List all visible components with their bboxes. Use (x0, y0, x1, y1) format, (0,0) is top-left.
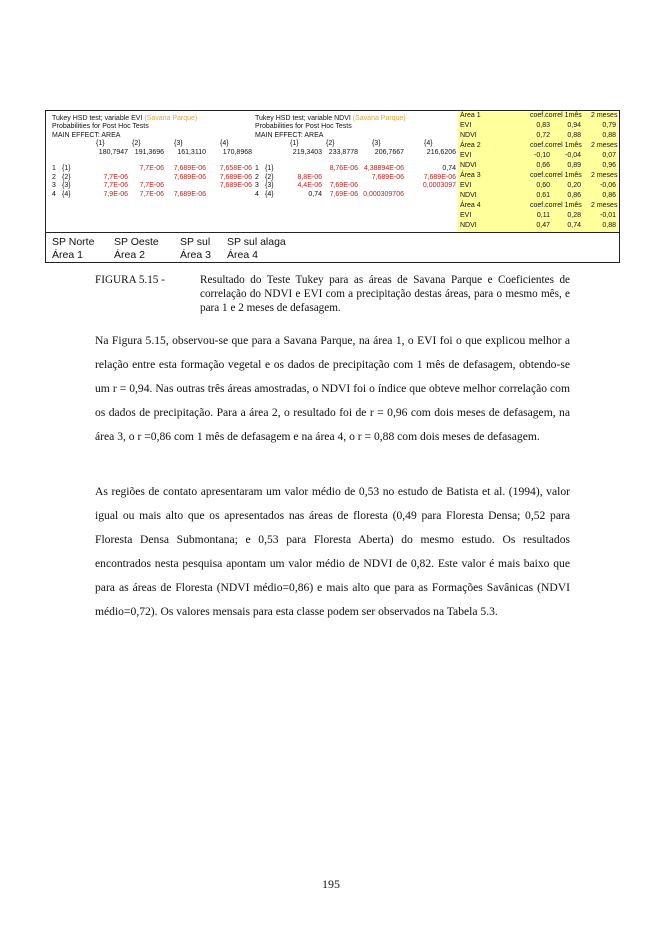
ndvi-grid-cell: 7,69E-06 (329, 190, 358, 198)
ndvi-grid-row-index: 4 (255, 190, 259, 198)
corr-row (458, 222, 618, 230)
corr-value: 0,72 (536, 132, 550, 139)
ndvi-title-text: Tukey HSD test; variable NDVI (255, 115, 351, 122)
corr-col-1mes: coef.correl 1mês (530, 112, 582, 119)
corr-row (458, 132, 618, 140)
corr-value: 0,88 (602, 132, 616, 139)
paragraph-1: Na Figura 5.15, observou-se que para a Savana Parque, na área 1, o EVI foi o que explicou melhor a relação entre esta formação vegetal e os dados de precipitação com 1 mês de defasagem, obtendo-se um r = 0,94. Nas outras três áreas amostradas, o NDVI foi o índice que obteve melhor correlação com os dados de precipitação. Para a área 2, o resultado foi de r = 0,96 com dois meses de defasagem, na área 3, o r =0,86 com 1 mês de defasagem e na área 4, o r = 0,88 com dois meses de defasagem. (95, 334, 570, 443)
caption-label: FIGURA 5.15 - (95, 274, 165, 286)
ndvi-grid-header: {1} (290, 140, 299, 148)
ndvi-grid-row-label: {4} (265, 190, 274, 198)
evi-grid-header: {4} (220, 140, 229, 148)
ndvi-grid-cell: 7,689E-06 (423, 173, 456, 181)
corr-value: 0,07 (602, 152, 616, 159)
ndvi-grid-cell: 0,74 (308, 190, 322, 198)
evi-grid-mean: 191,3696 (134, 148, 164, 156)
evi-grid-row-index: 2 (52, 173, 56, 181)
legend-name-4: SP sul alaga (227, 236, 286, 248)
evi-grid-cell: 7,7E-06 (139, 165, 164, 173)
ndvi-main-effect: MAIN EFFECT: AREA (255, 131, 324, 139)
legend-name-2: SP Oeste (114, 236, 159, 248)
corr-area-header (458, 112, 618, 120)
corr-row (458, 182, 618, 190)
corr-col-2meses: 2 meses (591, 142, 618, 149)
ndvi-grid-mean: 219,3403 (292, 148, 322, 156)
corr-value: 0,86 (602, 192, 616, 199)
ndvi-grid-mean: 216,6206 (426, 148, 456, 156)
corr-value: -0,06 (600, 182, 616, 189)
evi-grid-row-index: 3 (52, 182, 56, 190)
ndvi-grid-header: {3} (372, 140, 381, 148)
evi-table-title (52, 115, 197, 123)
evi-grid-cell: 7,689E-06 (173, 165, 206, 173)
ndvi-grid-cell: 8,76E-06 (329, 165, 358, 173)
legend-area-4: Área 4 (227, 249, 258, 261)
ndvi-grid-header: {4} (424, 140, 433, 148)
corr-area-header (458, 172, 618, 180)
caption-text: Resultado do Teste Tukey para as áreas de Savana Parque e Coeficientes de correlação do NDVI e EVI com a precipitação destas áreas, para o mesmo mês, e para 1 e 2 meses de defasagem. (200, 274, 570, 314)
evi-grid-cell: 7,689E-06 (219, 173, 252, 181)
evi-grid-row-label: {2} (62, 173, 71, 181)
evi-grid-header: {2} (132, 140, 141, 148)
evi-grid-mean: 161,3110 (177, 148, 206, 156)
evi-grid-mean: 170,8968 (222, 148, 252, 156)
corr-col-2meses: 2 meses (591, 172, 618, 179)
corr-value: 0,79 (602, 122, 616, 129)
figure-divider (46, 232, 619, 233)
corr-var: NDVI (460, 162, 477, 169)
corr-value: 0,20 (567, 182, 581, 189)
ndvi-grid-mean: 233,8778 (328, 148, 358, 156)
corr-value: 0,66 (536, 162, 550, 169)
ndvi-grid-cell: 0,000309706 (363, 190, 404, 198)
evi-grid-row-index: 1 (52, 165, 56, 173)
evi-grid-mean: 180,7947 (98, 148, 128, 156)
corr-value: 0,47 (536, 222, 550, 229)
ndvi-grid-row-index: 1 (255, 165, 259, 173)
corr-col-1mes: coef.correl 1mês (530, 142, 582, 149)
corr-var: NDVI (460, 192, 477, 199)
corr-area-name: Área 1 (460, 112, 481, 119)
ndvi-grid-header: {2} (326, 140, 335, 148)
corr-value: -0,01 (600, 212, 616, 219)
corr-value: 0,94 (567, 122, 581, 129)
corr-row (458, 192, 618, 200)
ndvi-grid-row-label: {1} (265, 165, 274, 173)
corr-row (458, 162, 618, 170)
correlation-panel (458, 112, 618, 232)
legend-area-1: Área 1 (52, 249, 83, 261)
corr-value: 0,60 (536, 182, 550, 189)
corr-var: NDVI (460, 132, 477, 139)
corr-row (458, 152, 618, 160)
corr-col-2meses: 2 meses (591, 202, 618, 209)
corr-value: 0,61 (536, 192, 550, 199)
corr-area-name: Área 3 (460, 172, 481, 179)
page-number: 195 (322, 877, 340, 891)
corr-value: 0,96 (602, 162, 616, 169)
evi-grid-cell: 7,7E-06 (139, 182, 164, 190)
ndvi-grid-cell: 7,69E-06 (329, 182, 358, 190)
ndvi-grid-cell: 8,8E-06 (297, 173, 322, 181)
corr-var: EVI (460, 122, 472, 129)
ndvi-table-title (255, 115, 406, 123)
evi-grid-row-index: 4 (52, 190, 56, 198)
figure-5-15 (45, 110, 620, 263)
corr-area-header (458, 202, 618, 210)
evi-grid-cell: 7,689E-06 (173, 173, 206, 181)
evi-grid-cell: 7,689E-06 (173, 190, 206, 198)
corr-area-header (458, 142, 618, 150)
ndvi-grid-cell: 7,689E-06 (371, 173, 404, 181)
corr-area-name: Área 2 (460, 142, 481, 149)
corr-value: 0,86 (567, 192, 581, 199)
corr-value: 0,74 (567, 222, 581, 229)
corr-var: NDVI (460, 222, 477, 229)
corr-col-1mes: coef.correl 1mês (530, 202, 582, 209)
evi-subtitle: Probabilities for Post Hoc Tests (52, 123, 149, 131)
ndvi-grid-row-label: {3} (265, 182, 274, 190)
ndvi-grid-cell: 0,0003097 (422, 182, 456, 190)
corr-value: -0,04 (565, 152, 581, 159)
evi-grid-row-label: {3} (62, 182, 71, 190)
corr-row (458, 212, 618, 220)
evi-title-tag: (Savana Parque) (144, 115, 198, 122)
corr-col-2meses: 2 meses (591, 112, 618, 119)
evi-grid-cell: 7,9E-06 (103, 190, 128, 198)
corr-value: -0,10 (534, 152, 550, 159)
legend-name-1: SP Norte (52, 236, 95, 248)
legend-name-3: SP sul (180, 236, 211, 248)
ndvi-grid-cell: 0,74 (442, 165, 456, 173)
evi-grid-cell: 7,7E-06 (139, 190, 164, 198)
corr-value: 0,88 (602, 222, 616, 229)
evi-title-text: Tukey HSD test; variable EVI (52, 115, 143, 122)
corr-value: 0,83 (536, 122, 550, 129)
evi-grid-row-label: {1} (62, 165, 71, 173)
corr-value: 0,88 (567, 132, 581, 139)
corr-value: 0,28 (567, 212, 581, 219)
ndvi-grid-row-index: 3 (255, 182, 259, 190)
corr-value: 0,89 (567, 162, 581, 169)
ndvi-subtitle: Probabilities for Post Hoc Tests (255, 123, 352, 131)
corr-value: 0,11 (536, 212, 550, 219)
corr-var: EVI (460, 212, 472, 219)
corr-var: EVI (460, 152, 472, 159)
ndvi-grid-row-label: {2} (265, 173, 274, 181)
corr-var: EVI (460, 182, 472, 189)
evi-grid-cell: 7,7E-06 (103, 182, 128, 190)
evi-grid-cell: 7,7E-06 (103, 173, 128, 181)
ndvi-grid-cell: 4,4E-06 (297, 182, 322, 190)
evi-grid-header: {1} (96, 140, 105, 148)
evi-grid-cell: 7,658E-06 (219, 165, 252, 173)
ndvi-grid-mean: 206,7667 (374, 148, 404, 156)
evi-grid-header: {3} (174, 140, 183, 148)
paragraph-2: As regiões de contato apresentaram um valor médio de 0,53 no estudo de Batista et al. (1994), valor igual ou mais alto que os apresentados nas áreas de floresta (0,49 para Floresta Densa; 0,52 para Floresta Densa Submontana; e 0,53 para Floresta Aberta) do mesmo estudo. Os resultados encontrados nesta pesquisa apontam um valor médio de NDVI de 0,82. Este valor é mais baixo que para as áreas de Floresta (NDVI médio=0,86) e mais alto que para as Formações Savânicas (NDVI médio=0,72). Os valores mensais para esta classe podem ser observados na Tabela 5.3. (95, 485, 570, 618)
corr-row (458, 122, 618, 130)
evi-grid-cell: 7,689E-06 (219, 182, 252, 190)
legend-area-2: Área 2 (114, 249, 145, 261)
evi-grid-row-label: {4} (62, 190, 71, 198)
corr-col-1mes: coef.correl 1mês (530, 172, 582, 179)
evi-main-effect: MAIN EFFECT: AREA (52, 131, 121, 139)
ndvi-grid-cell: 4,38894E-06 (363, 165, 404, 173)
legend-area-3: Área 3 (180, 249, 211, 261)
corr-area-name: Área 4 (460, 202, 481, 209)
ndvi-title-tag: (Savana Parque) (352, 115, 406, 122)
ndvi-grid-row-index: 2 (255, 173, 259, 181)
